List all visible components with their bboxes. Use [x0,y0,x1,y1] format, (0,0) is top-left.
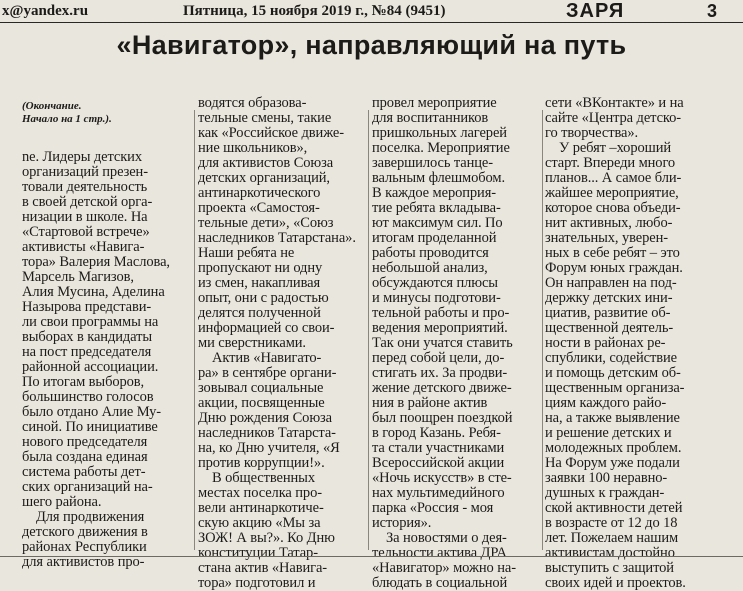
article-text-line: работы проводится [372,245,489,261]
article-text-line: ние школьников», [198,140,308,156]
article-text-line: блюдать в социальной [372,575,508,591]
article-text-line: для воспитанников [372,110,489,126]
article-text-line: в город Казань. Ребя- [372,425,501,441]
article-text-line: шего района. [22,494,102,510]
article-text-line: водятся образова- [198,95,307,111]
article-text-line: обсуждаются плюсы [372,275,498,291]
article-text-line: У ребят –хороший [559,140,672,156]
article-text-line: районной ассоциации. [22,359,159,375]
article-text-line: пропускают ни одну [198,260,323,276]
article-text-line: история». [372,515,432,531]
article-text-line: тельные смены, такие [198,110,332,126]
article-text-line: был поощрен поездкой [372,410,513,426]
article-text-line: заявки 100 неравно- [545,470,668,486]
article-text-line: вели антинаркотиче- [198,500,324,516]
article-text-line: проекта «Самостоя- [198,200,320,216]
article-text-line: нового председателя [22,434,148,450]
article-text-line: На Форум уже подали [545,455,680,471]
article-text-line: жайшее мероприятие, [545,185,679,201]
article-text-line: циатив, развитие об- [545,305,671,321]
article-text-line: была создана единая [22,449,148,465]
article-text-line: скую акцию «Мы за [198,515,321,531]
article-text-line: в своей детской орга- [22,194,153,210]
article-column-3 [372,96,542,591]
article-text-line: детского движения в [22,524,148,540]
article-text-line: в возрасте от 12 до 18 [545,515,678,531]
article-text-line: Назырова представи- [22,299,152,315]
article-text-line: Дню рождения Союза [198,410,333,426]
article-text-line: стана актив «Навига- [198,560,328,576]
article-text-line: нит активных, любо- [545,215,673,231]
article-text-line: Он направлен на под- [545,275,677,291]
article-text-line: знательных, уверен- [545,230,668,246]
article-text-line: детских организаций, [198,170,330,186]
article-text-line: планов... А самое бли- [545,170,682,186]
article-text-line: итогам проделанной [372,230,497,246]
header-date-issue: Пятница, 15 ноября 2019 г., №84 (9451) [183,3,446,19]
article-text-line: щественным организа- [545,380,685,396]
article-text-line: стигать их. За продви- [372,365,508,381]
article-text-line: жение детского движе- [372,380,512,396]
article-text-line: тие ребята вкладыва- [372,200,501,216]
article-text-line: районах Республики [22,539,147,555]
article-text-line: сети «ВКонтакте» и на [545,95,684,111]
header-rule [0,22,743,23]
article-text-line: Форум юных граждан. [545,260,683,276]
article-text-line: ют максимум сил. По [372,215,503,231]
article-text-line: выступить с защитой [545,560,674,576]
article-text-line: По итогам выборов, [22,374,145,390]
article-text-line: как «Российское движе- [198,125,344,141]
article-text-line: тельной работы и про- [372,305,510,321]
article-text-line: антинаркотического [198,185,321,201]
article-text-line: тора» подготовил и [198,575,316,591]
article-text-line: из смен, накапливая [198,275,321,291]
article-text-line: щественной деятель- [545,320,674,336]
article-text-line: и минусы подготови- [372,290,501,306]
article-text-line: ne. Лидеры детских [22,149,142,165]
continuation-note-line: (Окончание. [22,100,82,112]
article-text-line: на пост председателя [22,344,152,360]
article-column-4 [545,96,720,591]
article-text-line: конституции Татар- [198,545,318,561]
article-text-line: тельности актива ДРА [372,545,507,561]
article-text-line: акции, посвященные [198,395,325,411]
article-text-line: держку детских ини- [545,290,673,306]
article-text-line: было отдано Алие Му- [22,404,162,420]
article-text-line: небольшой анализ, [372,260,488,276]
article-text-line: сайте «Центра детско- [545,110,681,126]
column-divider [194,110,195,550]
article-text-line: местах поселка про- [198,485,322,501]
article-column-2 [198,96,368,591]
article-text-line: ра» в сентябре органи- [198,365,337,381]
article-text-line: опыт, они с радостью [198,290,329,306]
article-text-line: пришкольных лагерей [372,125,507,141]
article-text-line: парка «Россия - моя [372,500,494,516]
article-text-line: делятся полученной [198,305,321,321]
article-text-line: и решение детских и [545,425,672,441]
article-text-line: «Навигатор» можно на- [372,560,516,576]
article-text-line: ЗОЖ! А вы?». Ко Дню [198,530,335,546]
continuation-note-line: Начало на 1 стр.). [22,113,112,125]
article-text-line: Всероссийской акции [372,455,505,471]
article-text-line: Наши ребята не [198,245,295,261]
article-text-line: Так они учатся ставить [372,335,513,351]
page-header [0,0,743,24]
article-text-line: тора» Валерия Маслова, [22,254,170,270]
article-text-line: ния в районе актив [372,395,488,411]
article-text-line: За новостями о дея- [386,530,507,546]
article-text-line: информацией со свои- [198,320,335,336]
article-text-line: го творчества». [545,125,639,141]
article-text-line: для активистов про- [22,554,145,570]
article-text-line: низации в школе. На [22,209,148,225]
article-text-line: ных в себе ребят – это [545,245,680,261]
article-text-line: на, а также выявление [545,410,680,426]
article-text-line: циям каждого райо- [545,395,667,411]
article-text-line: организаций презен- [22,164,148,180]
article-text-line: завершилось танце- [372,155,493,171]
article-text-line: В общественных [212,470,315,486]
article-column-1 [22,96,192,570]
newspaper-name: ЗАРЯ [566,0,625,22]
article-text-line: большинство голосов [22,389,154,405]
article-text-line: синой. По инициативе [22,419,158,435]
article-text-line: наследников Татарстана». [198,230,356,246]
page-number: 3 [707,1,718,21]
article-text-line: ведения мероприятий. [372,320,508,336]
article-text-line: ской активности детей [545,500,683,516]
article-text-line: спублики, содействие [545,350,677,366]
article-text-line: Актив «Навигато- [212,350,322,366]
article-text-line: зовывал социальные [198,380,324,396]
article-text-line: старт. Впереди много [545,155,676,171]
column-divider [542,110,543,550]
article-text-line: активисты «Навига- [22,239,145,255]
article-text-line: «Ночь искусств» в сте- [372,470,512,486]
article-text-line: душных к граждан- [545,485,665,501]
article-text-line: вальным флешмобом. [372,170,506,186]
article-text-line: своих идей и проектов. [545,575,686,591]
article-text-line: активистам достойно [545,545,675,561]
article-text-line: выборах в кандидаты [22,329,153,345]
article-text-line: ских организаций на- [22,479,153,495]
article-text-line: «Стартовой встрече» [22,224,150,240]
article-text-line: та стали участниками [372,440,505,456]
article-text-line: перед собой цели, до- [372,350,505,366]
header-email: x@yandex.ru [2,3,89,19]
article-text-line: наследников Татарста- [198,425,336,441]
bottom-rule [0,556,743,557]
article-text-line: которое снова объеди- [545,200,681,216]
article-text-line: Для продвижения [36,509,145,525]
article-text-line: ли свои программы на [22,314,159,330]
article-text-line: В каждое мероприя- [372,185,497,201]
article-text-line: лет. Пожелаем нашим [545,530,679,546]
article-text-line: и помощь детским об- [545,365,681,381]
article-text-line: Марсель Магизов, [22,269,134,285]
column-divider [368,110,369,550]
article-text-line: на, ко Дню учителя, «Я [198,440,340,456]
article-text-line: тельные дети», «Союз [198,215,334,231]
article-text-line: товали деятельность [22,179,148,195]
article-title: «Навигатор», направляющий на путь [116,30,627,60]
article-text-line: система работы дет- [22,464,146,480]
article-text-line: поселка. Мероприятие [372,140,510,156]
article-text-line: ми сверстниками. [198,335,306,351]
article-text-line: ности в районах ре- [545,335,666,351]
article-text-line: Алия Мусина, Аделина [22,284,165,300]
article-text-line: провел мероприятие [372,95,497,111]
article-text-line: молодежных проблем. [545,440,682,456]
article-text-line: для активистов Союза [198,155,334,171]
article-text-line: против коррупции!». [198,455,325,471]
article-text-line: нах мультимедийного [372,485,505,501]
